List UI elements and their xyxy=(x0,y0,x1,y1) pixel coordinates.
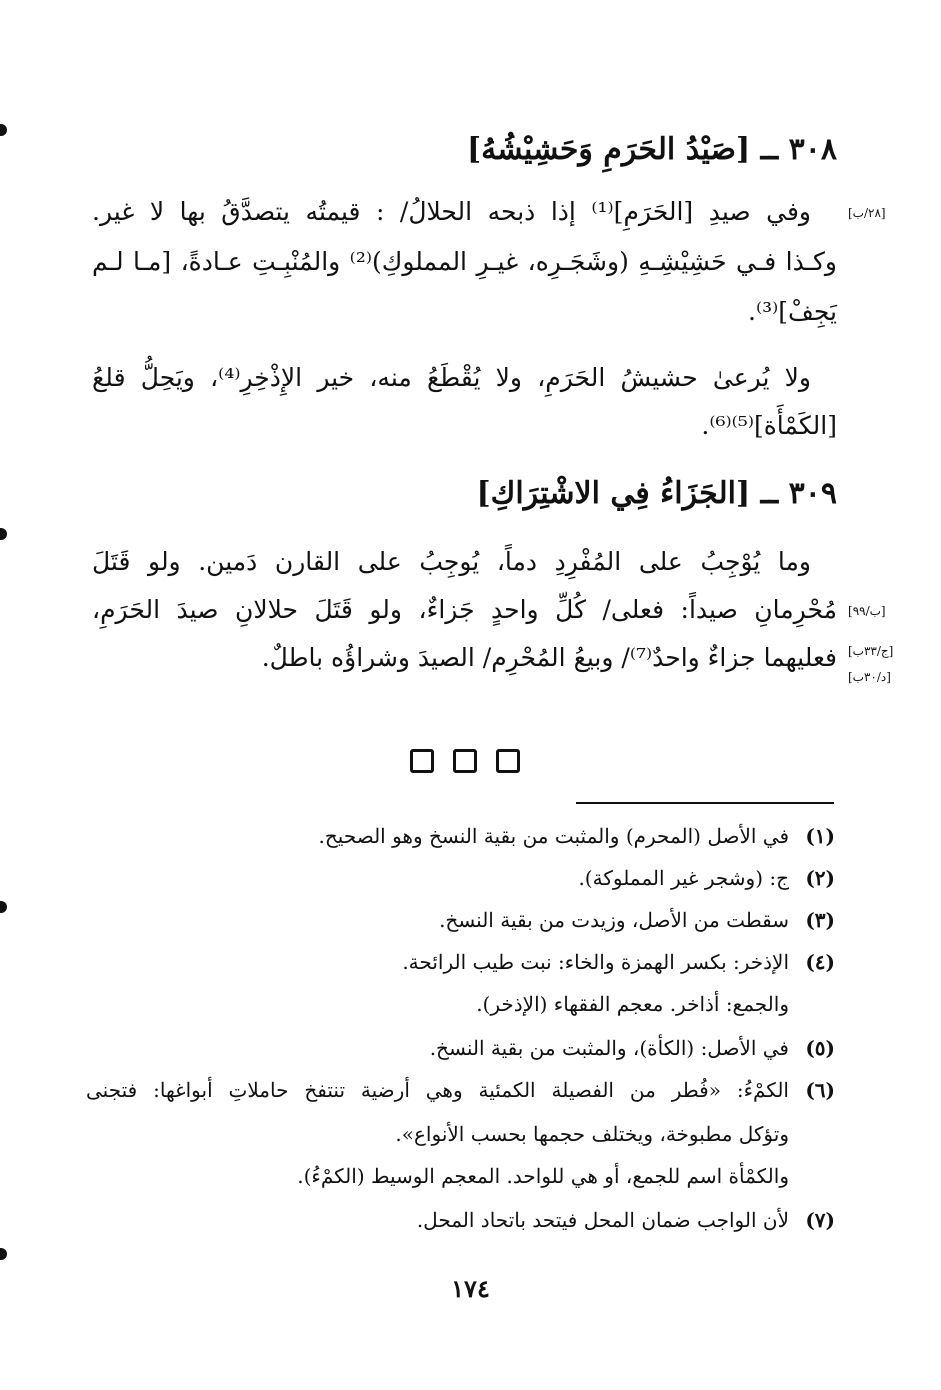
section-308-paragraph-line: [الكَمْأَة]⁽⁵⁾⁽⁶⁾. xyxy=(701,411,837,440)
section-308-heading: ٣٠٨ ــ [صَيْدُ الحَرَمِ وَحَشِيْشُهُ] xyxy=(466,132,837,167)
footnote-continuation: والكمْأة اسم للجمع، أو هي للواحد. المعجم الوسيط (الكمْءُ). xyxy=(297,1164,789,1188)
margin-note-folio: [٢٨/ب] xyxy=(848,206,886,220)
margin-note-folio: [ج/٣٣ب] xyxy=(848,644,894,658)
section-309-line: وما يُوْجِبُ على المُفْرِدِ دماً، يُوجِبُ على القارن دَمين. ولو قَتَلَ xyxy=(92,547,811,576)
footnote-text: ج: (وشجر غير المملوكة). xyxy=(578,866,789,890)
footnote-continuation: والجمع: أذاخر. معجم الفقهاء (الإذخر). xyxy=(476,992,789,1016)
footnote xyxy=(402,948,835,976)
section-308-line: وفي صيدِ [الحَرَمِ]⁽¹⁾ إذا ذبحه الحلالُ/ : قيمتُه يتصدَّقُ بها لا غير. xyxy=(92,197,811,226)
section-separator xyxy=(410,747,520,775)
section-309-line: مُحْرِمانِ صيداً: فعلى/ كُلِّ واحدٍ جَزاءٌ، ولو قَتَلَ حلالانِ صيدَ الحَرَمِ، xyxy=(92,595,837,624)
footnote-number: (٥) xyxy=(805,1036,835,1060)
footnote-text: الإذخر: بكسر الهمزة والخاء: نبت طيب الرائحة. xyxy=(402,950,789,974)
footnote xyxy=(319,822,835,850)
section-309-line: فعليهما جزاءٌ واحدٌ⁽⁷⁾/ وبيعُ المُحْرِم/ الصيدَ وشراؤُه باطلٌ. xyxy=(261,643,837,672)
scan-edge-mark xyxy=(0,528,7,540)
footnote-number: (٦) xyxy=(805,1078,835,1102)
footnote-number: (١) xyxy=(805,824,835,848)
footnote xyxy=(439,906,835,934)
footnote-number: (٤) xyxy=(805,950,835,974)
footnote-number: (٢) xyxy=(805,866,835,890)
separator-square-icon xyxy=(410,749,434,773)
margin-note-folio: [ب/٩٩] xyxy=(848,604,886,618)
footnote xyxy=(417,1206,835,1234)
section-308-line: يَجِفْ]⁽³⁾. xyxy=(748,297,837,326)
section-308-paragraph-line: ولا يُرعىٰ حشيشُ الحَرَمِ، ولا يُقْطَعُ منه، خير الإِذْخِرِ⁽⁴⁾، ويَحِلُّ قلعُ xyxy=(92,363,811,392)
footnote-text: في الأصل (المحرم) والمثبت من بقية النسخ وهو الصحيح. xyxy=(318,824,789,848)
separator-square-icon xyxy=(453,749,477,773)
footnote-rule xyxy=(576,802,834,804)
footnote-number: (٧) xyxy=(805,1208,835,1232)
footnote-number: (٣) xyxy=(805,908,835,932)
footnote-continuation: وتؤكل مطبوخة، ويختلف حجمها بحسب الأنواع». xyxy=(395,1122,789,1146)
scan-edge-mark xyxy=(0,1248,7,1260)
footnote xyxy=(430,1034,835,1062)
margin-note-folio: [د/٣٠ب] xyxy=(848,670,891,684)
footnote-text: سقطت من الأصل، وزيدت من بقية النسخ. xyxy=(439,908,789,932)
footnote xyxy=(578,864,835,892)
footnote-text: في الأصل: (الكأة)، والمثبت من بقية النسخ. xyxy=(429,1036,789,1060)
section-309-heading: ٣٠٩ ــ [الجَزَاءُ فِي الاشْتِرَاكِ] xyxy=(476,476,837,511)
section-308-line: وكـذا فـي حَشِيْشِـهِ (وشَجَـرِه، غيـرِ المملوكِ)⁽²⁾ والمُنْبِـتِ عـادةً، [مـا لـم xyxy=(92,247,837,276)
footnote-text: لأن الواجب ضمان المحل فيتحد باتحاد المحل. xyxy=(416,1208,789,1232)
page-number: ١٧٤ xyxy=(451,1274,490,1303)
footnote-text: الكمْءُ: «فُطر من الفصيلة الكمئية وهي أرضية تنتفخ حاملاتِ أبواغها: فتجنى xyxy=(86,1078,789,1102)
scan-edge-mark xyxy=(0,901,7,913)
separator-square-icon xyxy=(496,749,520,773)
scan-edge-mark xyxy=(0,124,7,136)
footnote xyxy=(86,1076,835,1104)
